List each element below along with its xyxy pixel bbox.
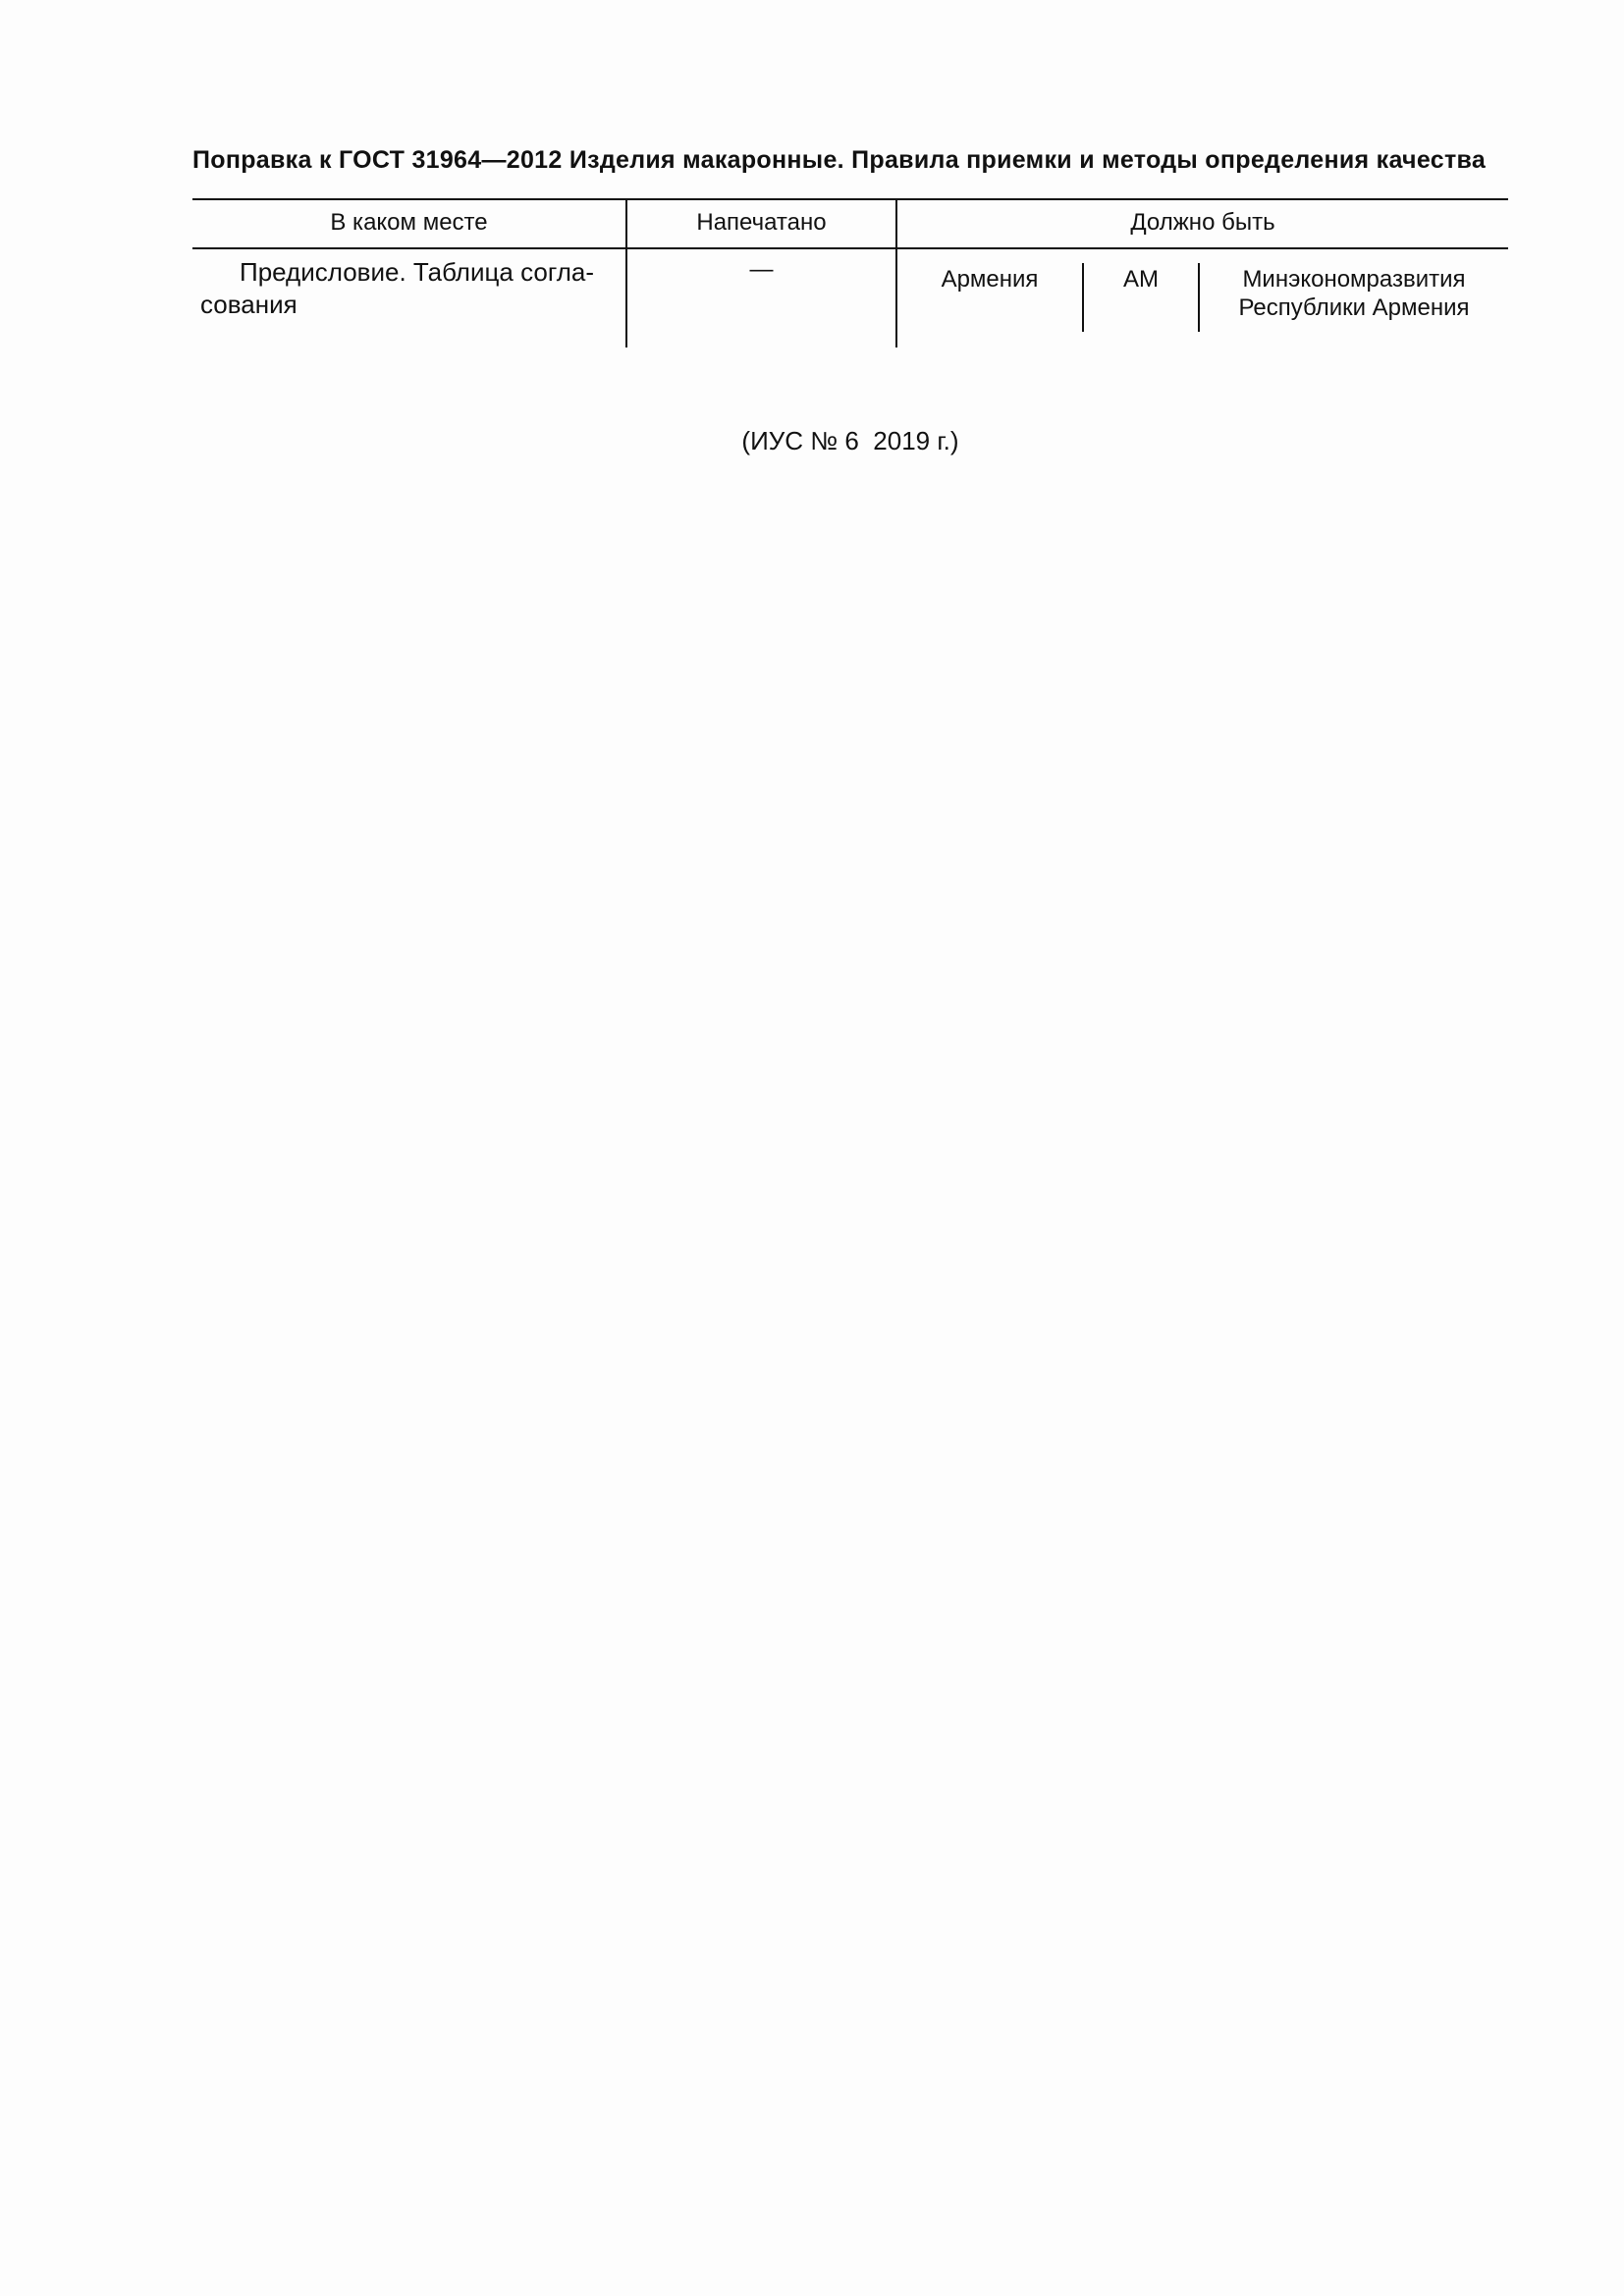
document-page bbox=[192, 143, 1508, 455]
row-printed: — bbox=[749, 256, 774, 283]
document-title: Поправка к ГОСТ 31964—2012 Изделия макаронные. Правила приемки и методы определения качества bbox=[192, 146, 1487, 174]
row-country: Армения bbox=[941, 266, 1039, 293]
header-printed: Напечатано bbox=[696, 209, 827, 236]
row-where-line2: сования bbox=[200, 290, 298, 319]
row-authority-line2: Республики Армения bbox=[1238, 294, 1470, 321]
table-header-rule bbox=[192, 247, 1508, 249]
header-should-be: Должно быть bbox=[1130, 209, 1275, 236]
row-where-line1: Предисловие. Таблица согла- bbox=[240, 257, 595, 287]
row-country-code: AM bbox=[1123, 266, 1159, 293]
table-top-rule bbox=[192, 198, 1508, 200]
correction-table bbox=[192, 198, 1508, 347]
publication-reference: (ИУС № 6 2019 г.) bbox=[741, 426, 959, 455]
header-where: В каком месте bbox=[330, 209, 488, 236]
row-authority-line1: Минэкономразвития bbox=[1242, 266, 1466, 293]
